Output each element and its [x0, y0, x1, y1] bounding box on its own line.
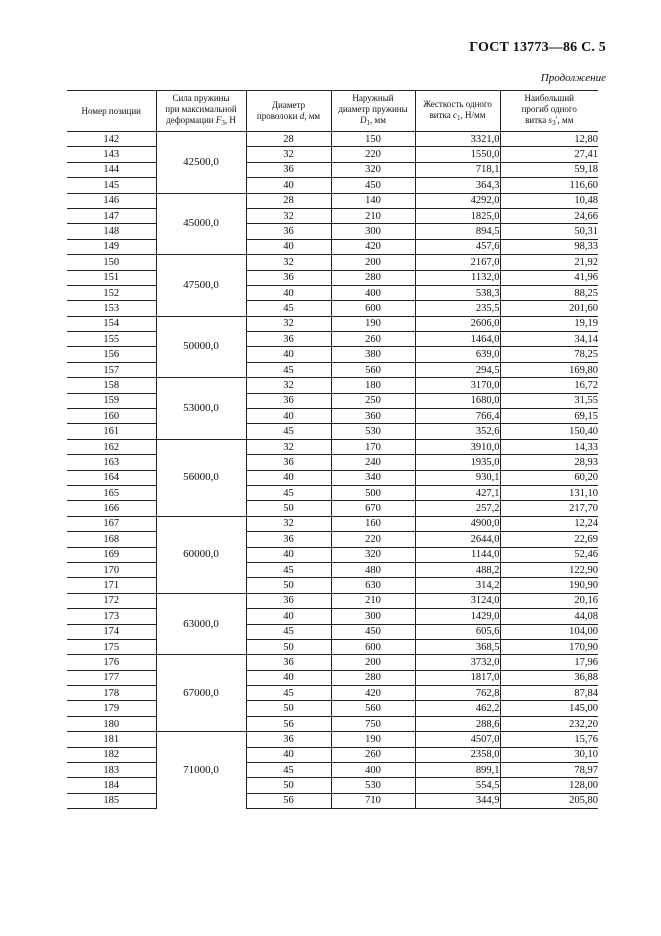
cell-position: 184	[67, 778, 156, 793]
cell-spring-force: 67000,0	[156, 655, 246, 732]
cell-wire-diameter: 45	[246, 362, 331, 377]
continuation-label: Продолжение	[540, 72, 606, 84]
table-row	[67, 378, 598, 393]
cell-stiffness: 1935,0	[415, 455, 500, 470]
cell-stiffness: 718,1	[415, 162, 500, 177]
cell-spring-force: 71000,0	[156, 732, 246, 809]
cell-wire-diameter: 36	[246, 393, 331, 408]
table-row	[67, 763, 598, 778]
cell-wire-diameter: 28	[246, 132, 331, 147]
cell-wire-diameter: 50	[246, 701, 331, 716]
table-row	[67, 193, 598, 208]
cell-wire-diameter: 50	[246, 578, 331, 593]
cell-outer-diameter: 250	[331, 393, 415, 408]
cell-outer-diameter: 560	[331, 701, 415, 716]
cell-outer-diameter: 200	[331, 255, 415, 270]
cell-stiffness: 3321,0	[415, 132, 500, 147]
cell-spring-force: 60000,0	[156, 516, 246, 593]
cell-position: 149	[67, 239, 156, 254]
cell-outer-diameter: 320	[331, 547, 415, 562]
cell-stiffness: 1144,0	[415, 547, 500, 562]
table-row	[67, 747, 598, 762]
cell-deflection: 14,33	[500, 439, 598, 454]
table-row	[67, 547, 598, 562]
cell-outer-diameter: 210	[331, 593, 415, 608]
table-row	[67, 655, 598, 670]
table-row	[67, 609, 598, 624]
cell-position: 144	[67, 162, 156, 177]
cell-wire-diameter: 45	[246, 624, 331, 639]
cell-wire-diameter: 45	[246, 763, 331, 778]
cell-position: 166	[67, 501, 156, 516]
cell-stiffness: 3732,0	[415, 655, 500, 670]
cell-deflection: 24,66	[500, 208, 598, 223]
table-row	[67, 424, 598, 439]
cell-outer-diameter: 240	[331, 455, 415, 470]
col-header-outer-diameter: Наружный диаметр пружины $D_1$, мм	[331, 91, 415, 132]
cell-stiffness: 294,5	[415, 362, 500, 377]
cell-outer-diameter: 360	[331, 409, 415, 424]
cell-spring-force: 53000,0	[156, 378, 246, 440]
cell-stiffness: 762,8	[415, 686, 500, 701]
cell-deflection: 19,19	[500, 316, 598, 331]
cell-deflection: 169,80	[500, 362, 598, 377]
cell-position: 153	[67, 301, 156, 316]
cell-wire-diameter: 36	[246, 655, 331, 670]
cell-outer-diameter: 400	[331, 763, 415, 778]
cell-outer-diameter: 150	[331, 132, 415, 147]
cell-position: 162	[67, 439, 156, 454]
cell-spring-force: 56000,0	[156, 439, 246, 516]
cell-outer-diameter: 280	[331, 670, 415, 685]
table-row	[67, 470, 598, 485]
cell-deflection: 150,40	[500, 424, 598, 439]
cell-stiffness: 3170,0	[415, 378, 500, 393]
cell-wire-diameter: 36	[246, 162, 331, 177]
table-row	[67, 485, 598, 500]
cell-position: 171	[67, 578, 156, 593]
table-row	[67, 239, 598, 254]
cell-outer-diameter: 180	[331, 378, 415, 393]
cell-position: 176	[67, 655, 156, 670]
table-row	[67, 793, 598, 808]
cell-stiffness: 2358,0	[415, 747, 500, 762]
cell-stiffness: 288,6	[415, 716, 500, 731]
col-header-wire-diameter: Диаметр проволоки d, мм	[246, 91, 331, 132]
cell-outer-diameter: 380	[331, 347, 415, 362]
col-header-position	[67, 91, 156, 132]
cell-deflection: 98,33	[500, 239, 598, 254]
cell-position: 175	[67, 639, 156, 654]
cell-position: 157	[67, 362, 156, 377]
table-row	[67, 224, 598, 239]
cell-wire-diameter: 36	[246, 270, 331, 285]
cell-wire-diameter: 36	[246, 532, 331, 547]
cell-stiffness: 457,6	[415, 239, 500, 254]
cell-stiffness: 1817,0	[415, 670, 500, 685]
cell-spring-force: 47500,0	[156, 255, 246, 317]
table-row	[67, 716, 598, 731]
cell-wire-diameter: 32	[246, 147, 331, 162]
table-row	[67, 639, 598, 654]
cell-position: 154	[67, 316, 156, 331]
cell-position: 146	[67, 193, 156, 208]
cell-spring-force: 50000,0	[156, 316, 246, 378]
cell-outer-diameter: 420	[331, 239, 415, 254]
cell-stiffness: 899,1	[415, 763, 500, 778]
table-row	[67, 532, 598, 547]
cell-outer-diameter: 280	[331, 270, 415, 285]
cell-stiffness: 235,5	[415, 301, 500, 316]
cell-position: 168	[67, 532, 156, 547]
cell-deflection: 34,14	[500, 332, 598, 347]
table-row	[67, 362, 598, 377]
cell-stiffness: 364,3	[415, 178, 500, 193]
cell-outer-diameter: 140	[331, 193, 415, 208]
cell-position: 150	[67, 255, 156, 270]
cell-stiffness: 488,2	[415, 562, 500, 577]
cell-outer-diameter: 210	[331, 208, 415, 223]
col-header-position-text: Номер позиции	[81, 105, 141, 116]
cell-deflection: 104,00	[500, 624, 598, 639]
cell-wire-diameter: 32	[246, 439, 331, 454]
spring-spec-table	[67, 90, 598, 809]
cell-wire-diameter: 50	[246, 778, 331, 793]
cell-deflection: 78,25	[500, 347, 598, 362]
table-row	[67, 578, 598, 593]
cell-stiffness: 2606,0	[415, 316, 500, 331]
cell-stiffness: 4292,0	[415, 193, 500, 208]
cell-stiffness: 2644,0	[415, 532, 500, 547]
cell-position: 180	[67, 716, 156, 731]
cell-deflection: 131,10	[500, 485, 598, 500]
cell-deflection: 232,20	[500, 716, 598, 731]
cell-position: 161	[67, 424, 156, 439]
table-row	[67, 393, 598, 408]
cell-deflection: 12,24	[500, 516, 598, 531]
cell-deflection: 28,93	[500, 455, 598, 470]
cell-outer-diameter: 170	[331, 439, 415, 454]
cell-outer-diameter: 670	[331, 501, 415, 516]
table-row	[67, 455, 598, 470]
cell-deflection: 190,90	[500, 578, 598, 593]
cell-position: 164	[67, 470, 156, 485]
cell-position: 178	[67, 686, 156, 701]
cell-deflection: 17,96	[500, 655, 598, 670]
cell-outer-diameter: 420	[331, 686, 415, 701]
cell-deflection: 21,92	[500, 255, 598, 270]
table-row	[67, 686, 598, 701]
cell-stiffness: 2167,0	[415, 255, 500, 270]
table-row	[67, 208, 598, 223]
cell-position: 145	[67, 178, 156, 193]
cell-outer-diameter: 220	[331, 532, 415, 547]
cell-stiffness: 3124,0	[415, 593, 500, 608]
cell-wire-diameter: 45	[246, 485, 331, 500]
cell-deflection: 12,80	[500, 132, 598, 147]
cell-outer-diameter: 530	[331, 424, 415, 439]
cell-deflection: 201,60	[500, 301, 598, 316]
cell-wire-diameter: 40	[246, 409, 331, 424]
cell-wire-diameter: 56	[246, 793, 331, 808]
cell-deflection: 10,48	[500, 193, 598, 208]
cell-position: 163	[67, 455, 156, 470]
cell-deflection: 22,69	[500, 532, 598, 547]
cell-stiffness: 930,1	[415, 470, 500, 485]
cell-outer-diameter: 200	[331, 655, 415, 670]
table-row	[67, 409, 598, 424]
cell-wire-diameter: 40	[246, 609, 331, 624]
cell-deflection: 170,90	[500, 639, 598, 654]
table-row	[67, 439, 598, 454]
cell-stiffness: 257,2	[415, 501, 500, 516]
col-header-stiffness: Жесткость одного витка $c_1$, Н/мм	[415, 91, 500, 132]
cell-deflection: 41,96	[500, 270, 598, 285]
cell-wire-diameter: 36	[246, 455, 331, 470]
table-row	[67, 285, 598, 300]
table-row	[67, 132, 598, 147]
cell-position: 167	[67, 516, 156, 531]
cell-stiffness: 894,5	[415, 224, 500, 239]
cell-wire-diameter: 36	[246, 332, 331, 347]
cell-position: 181	[67, 732, 156, 747]
cell-deflection: 27,41	[500, 147, 598, 162]
table-row	[67, 593, 598, 608]
cell-wire-diameter: 32	[246, 208, 331, 223]
cell-wire-diameter: 45	[246, 562, 331, 577]
cell-wire-diameter: 50	[246, 639, 331, 654]
cell-position: 147	[67, 208, 156, 223]
cell-position: 156	[67, 347, 156, 362]
cell-position: 155	[67, 332, 156, 347]
cell-wire-diameter: 40	[246, 239, 331, 254]
cell-position: 159	[67, 393, 156, 408]
cell-deflection: 30,10	[500, 747, 598, 762]
cell-stiffness: 314,2	[415, 578, 500, 593]
cell-deflection: 217,70	[500, 501, 598, 516]
table-row	[67, 347, 598, 362]
cell-stiffness: 4507,0	[415, 732, 500, 747]
table-row	[67, 255, 598, 270]
cell-outer-diameter: 340	[331, 470, 415, 485]
cell-wire-diameter: 40	[246, 547, 331, 562]
cell-deflection: 50,31	[500, 224, 598, 239]
cell-position: 165	[67, 485, 156, 500]
cell-wire-diameter: 40	[246, 747, 331, 762]
cell-stiffness: 368,5	[415, 639, 500, 654]
cell-outer-diameter: 320	[331, 162, 415, 177]
cell-outer-diameter: 450	[331, 624, 415, 639]
cell-spring-force: 45000,0	[156, 193, 246, 255]
cell-wire-diameter: 40	[246, 347, 331, 362]
cell-stiffness: 344,9	[415, 793, 500, 808]
cell-wire-diameter: 45	[246, 424, 331, 439]
cell-position: 172	[67, 593, 156, 608]
cell-wire-diameter: 50	[246, 501, 331, 516]
cell-deflection: 78,97	[500, 763, 598, 778]
cell-stiffness: 639,0	[415, 347, 500, 362]
cell-deflection: 205,80	[500, 793, 598, 808]
cell-position: 170	[67, 562, 156, 577]
cell-stiffness: 427,1	[415, 485, 500, 500]
cell-stiffness: 352,6	[415, 424, 500, 439]
cell-stiffness: 4900,0	[415, 516, 500, 531]
cell-outer-diameter: 190	[331, 316, 415, 331]
table-row	[67, 162, 598, 177]
cell-deflection: 52,46	[500, 547, 598, 562]
cell-outer-diameter: 400	[331, 285, 415, 300]
cell-deflection: 122,90	[500, 562, 598, 577]
table-row	[67, 562, 598, 577]
cell-deflection: 116,60	[500, 178, 598, 193]
cell-outer-diameter: 500	[331, 485, 415, 500]
cell-position: 151	[67, 270, 156, 285]
cell-stiffness: 1825,0	[415, 208, 500, 223]
cell-outer-diameter: 630	[331, 578, 415, 593]
cell-wire-diameter: 40	[246, 285, 331, 300]
cell-wire-diameter: 45	[246, 301, 331, 316]
cell-deflection: 88,25	[500, 285, 598, 300]
cell-stiffness: 462,2	[415, 701, 500, 716]
cell-wire-diameter: 28	[246, 193, 331, 208]
cell-position: 160	[67, 409, 156, 424]
cell-deflection: 16,72	[500, 378, 598, 393]
cell-position: 143	[67, 147, 156, 162]
cell-deflection: 145,00	[500, 701, 598, 716]
page-header: ГОСТ 13773—86 С. 5	[469, 40, 606, 55]
col-header-deflection: Наибольший прогиб одного витка $s_3'$, мм	[500, 91, 598, 132]
table-row	[67, 178, 598, 193]
table-row	[67, 301, 598, 316]
cell-position: 148	[67, 224, 156, 239]
cell-stiffness: 3910,0	[415, 439, 500, 454]
table-row	[67, 701, 598, 716]
cell-outer-diameter: 710	[331, 793, 415, 808]
cell-outer-diameter: 600	[331, 301, 415, 316]
cell-wire-diameter: 36	[246, 732, 331, 747]
cell-outer-diameter: 530	[331, 778, 415, 793]
cell-wire-diameter: 32	[246, 378, 331, 393]
cell-deflection: 60,20	[500, 470, 598, 485]
cell-position: 152	[67, 285, 156, 300]
cell-wire-diameter: 45	[246, 686, 331, 701]
cell-position: 174	[67, 624, 156, 639]
cell-spring-force: 42500,0	[156, 132, 246, 194]
cell-wire-diameter: 40	[246, 470, 331, 485]
cell-outer-diameter: 260	[331, 747, 415, 762]
table-row	[67, 778, 598, 793]
cell-stiffness: 1132,0	[415, 270, 500, 285]
table-row	[67, 516, 598, 531]
cell-outer-diameter: 560	[331, 362, 415, 377]
cell-deflection: 69,15	[500, 409, 598, 424]
cell-position: 183	[67, 763, 156, 778]
cell-wire-diameter: 36	[246, 593, 331, 608]
cell-position: 169	[67, 547, 156, 562]
cell-stiffness: 1464,0	[415, 332, 500, 347]
cell-stiffness: 1429,0	[415, 609, 500, 624]
table-row	[67, 270, 598, 285]
table-row	[67, 147, 598, 162]
cell-outer-diameter: 480	[331, 562, 415, 577]
cell-position: 177	[67, 670, 156, 685]
table-row	[67, 316, 598, 331]
cell-outer-diameter: 160	[331, 516, 415, 531]
table-row	[67, 624, 598, 639]
table-header-row	[67, 91, 598, 132]
cell-position: 182	[67, 747, 156, 762]
cell-outer-diameter: 190	[331, 732, 415, 747]
cell-stiffness: 538,3	[415, 285, 500, 300]
cell-position: 142	[67, 132, 156, 147]
cell-stiffness: 1550,0	[415, 147, 500, 162]
cell-outer-diameter: 750	[331, 716, 415, 731]
cell-deflection: 20,16	[500, 593, 598, 608]
table-row	[67, 732, 598, 747]
cell-outer-diameter: 300	[331, 609, 415, 624]
cell-stiffness: 605,6	[415, 624, 500, 639]
cell-outer-diameter: 600	[331, 639, 415, 654]
cell-deflection: 44,08	[500, 609, 598, 624]
cell-outer-diameter: 450	[331, 178, 415, 193]
cell-wire-diameter: 32	[246, 516, 331, 531]
col-header-force: Сила пружины при максимальной деформации $F_3$, Н	[156, 91, 246, 132]
cell-spring-force: 63000,0	[156, 593, 246, 655]
cell-deflection: 36,88	[500, 670, 598, 685]
cell-wire-diameter: 36	[246, 224, 331, 239]
table-row	[67, 501, 598, 516]
cell-wire-diameter: 40	[246, 670, 331, 685]
cell-outer-diameter: 260	[331, 332, 415, 347]
cell-stiffness: 1680,0	[415, 393, 500, 408]
cell-deflection: 31,55	[500, 393, 598, 408]
cell-wire-diameter: 56	[246, 716, 331, 731]
cell-wire-diameter: 40	[246, 178, 331, 193]
cell-deflection: 128,00	[500, 778, 598, 793]
cell-deflection: 87,84	[500, 686, 598, 701]
cell-stiffness: 554,5	[415, 778, 500, 793]
cell-deflection: 59,18	[500, 162, 598, 177]
cell-wire-diameter: 32	[246, 255, 331, 270]
cell-position: 179	[67, 701, 156, 716]
cell-position: 173	[67, 609, 156, 624]
cell-outer-diameter: 220	[331, 147, 415, 162]
cell-position: 158	[67, 378, 156, 393]
cell-position: 185	[67, 793, 156, 808]
table-body	[67, 132, 598, 809]
cell-outer-diameter: 300	[331, 224, 415, 239]
cell-stiffness: 766,4	[415, 409, 500, 424]
table-row	[67, 670, 598, 685]
cell-wire-diameter: 32	[246, 316, 331, 331]
cell-deflection: 15,76	[500, 732, 598, 747]
table-row	[67, 332, 598, 347]
